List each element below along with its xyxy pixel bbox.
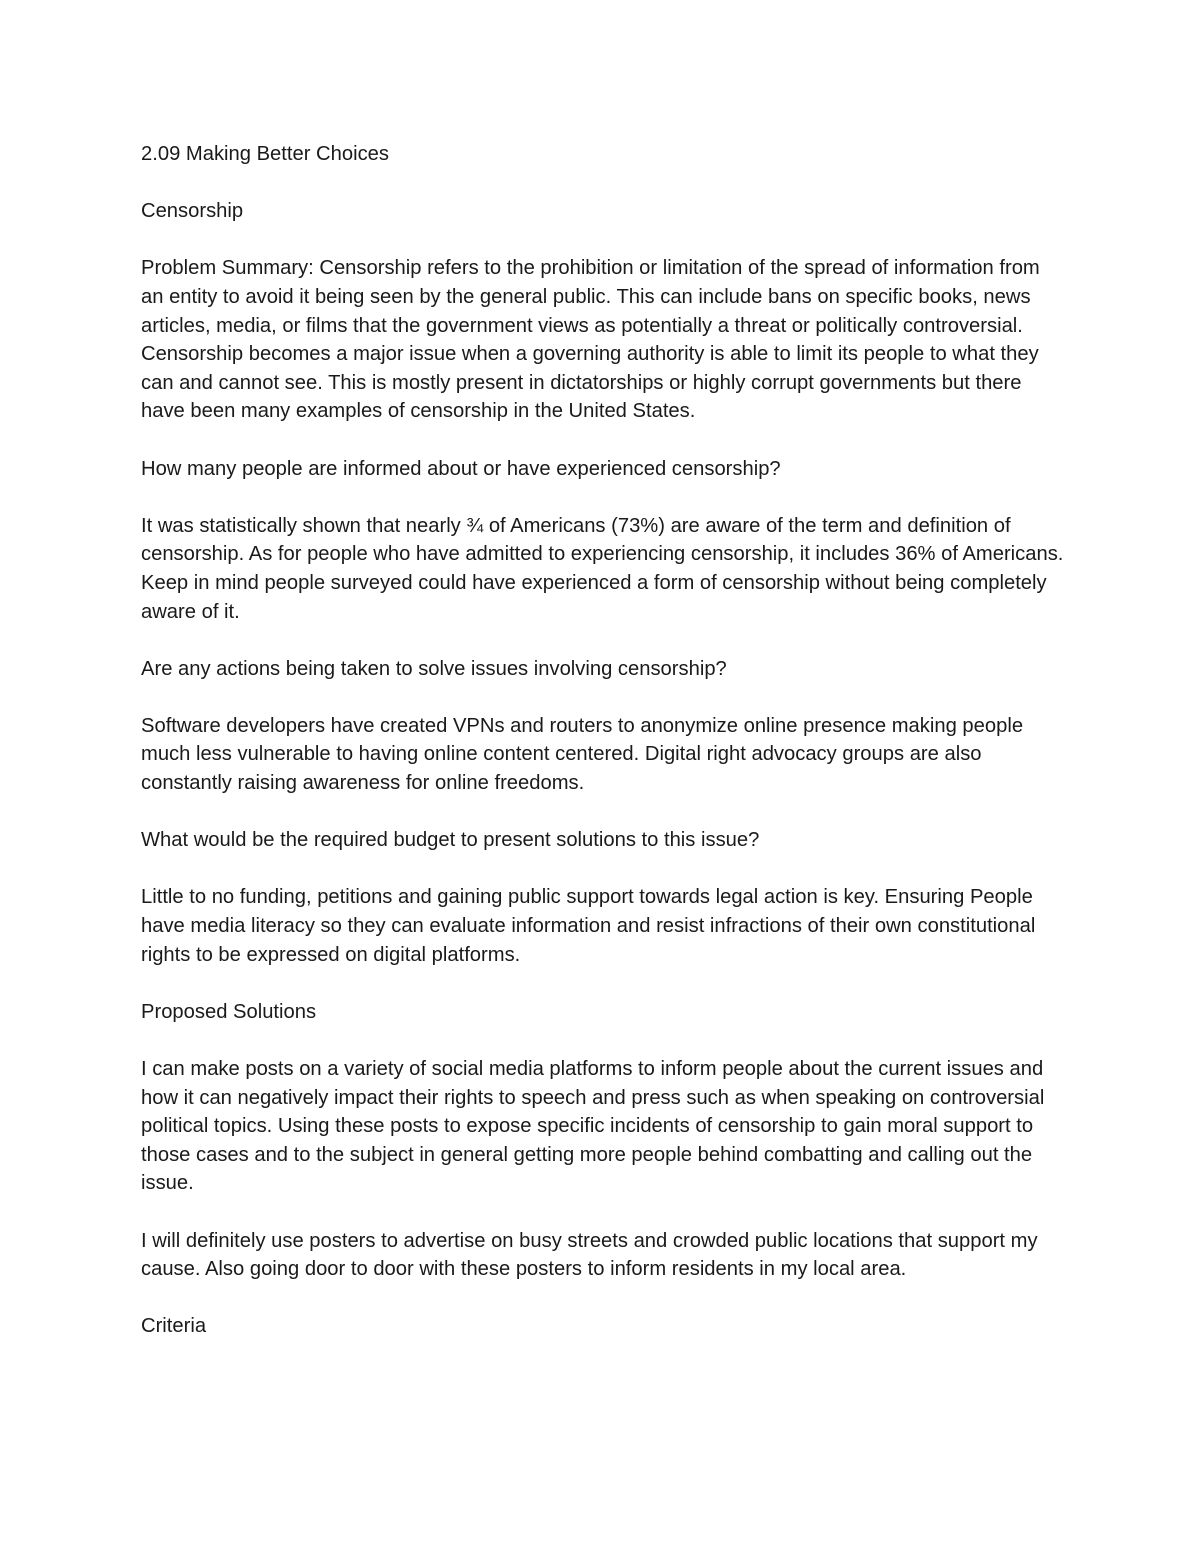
answer-actions: Software developers have created VPNs and routers to anonymize online presence making people much less vulnerable to having online content centered. Digital right advocacy groups are also constantly raising awareness for online freedoms.	[141, 714, 1024, 795]
proposed-solutions-heading: Proposed Solutions	[141, 1000, 317, 1023]
answer-awareness: It was statistically shown that nearly ¾ of Americans (73%) are aware of the term and definition of censorship. As for people who have admitted to experiencing censorship, it includes 36% of Americans. Keep in mind people surveyed could have experienced a form of censorship without being completely aware of it.	[141, 514, 1064, 623]
document-body	[141, 140, 1066, 1341]
document-title: 2.09 Making Better Choices	[141, 143, 389, 165]
topic-heading: Censorship	[141, 200, 244, 223]
question-actions: Are any actions being taken to solve issues involving censorship?	[141, 657, 727, 680]
question-awareness: How many people are informed about or have experienced censorship?	[141, 457, 781, 480]
solution-posters-paragraph: I will definitely use posters to advertise on busy streets and crowded public locations that support my cause. Also going door to door with these posters to inform residents in my local area.	[141, 1229, 1038, 1281]
answer-budget: Little to no funding, petitions and gaining public support towards legal action is key. Ensuring People have media literacy so they can evaluate information and resist infractions of their own constitutional rights to be expressed on digital platforms.	[141, 886, 1036, 966]
criteria-heading: Criteria	[141, 1315, 207, 1338]
solution-social-media-paragraph: I can make posts on a variety of social media platforms to inform people about the current issues and how it can negatively impact their rights to speech and press such as when speaking on controversial political topics. Using these posts to expose specific incidents of censorship to gain moral support to those cases and to the subject in general getting more people behind combatting and calling out the issue.	[141, 1058, 1045, 1195]
question-budget: What would be the required budget to present solutions to this issue?	[141, 829, 760, 852]
problem-summary-paragraph: Problem Summary: Censorship refers to the prohibition or limitation of the spread of information from an entity to avoid it being seen by the general public. This can include bans on specific books, news articles, media, or films that the government views as potentially a threat or politically controversial. Censorship becomes a major issue when a governing authority is able to limit its people to what they can and cannot see. This is mostly present in dictatorships or highly corrupt governments but there have been many examples of censorship in the United States.	[141, 257, 1040, 423]
